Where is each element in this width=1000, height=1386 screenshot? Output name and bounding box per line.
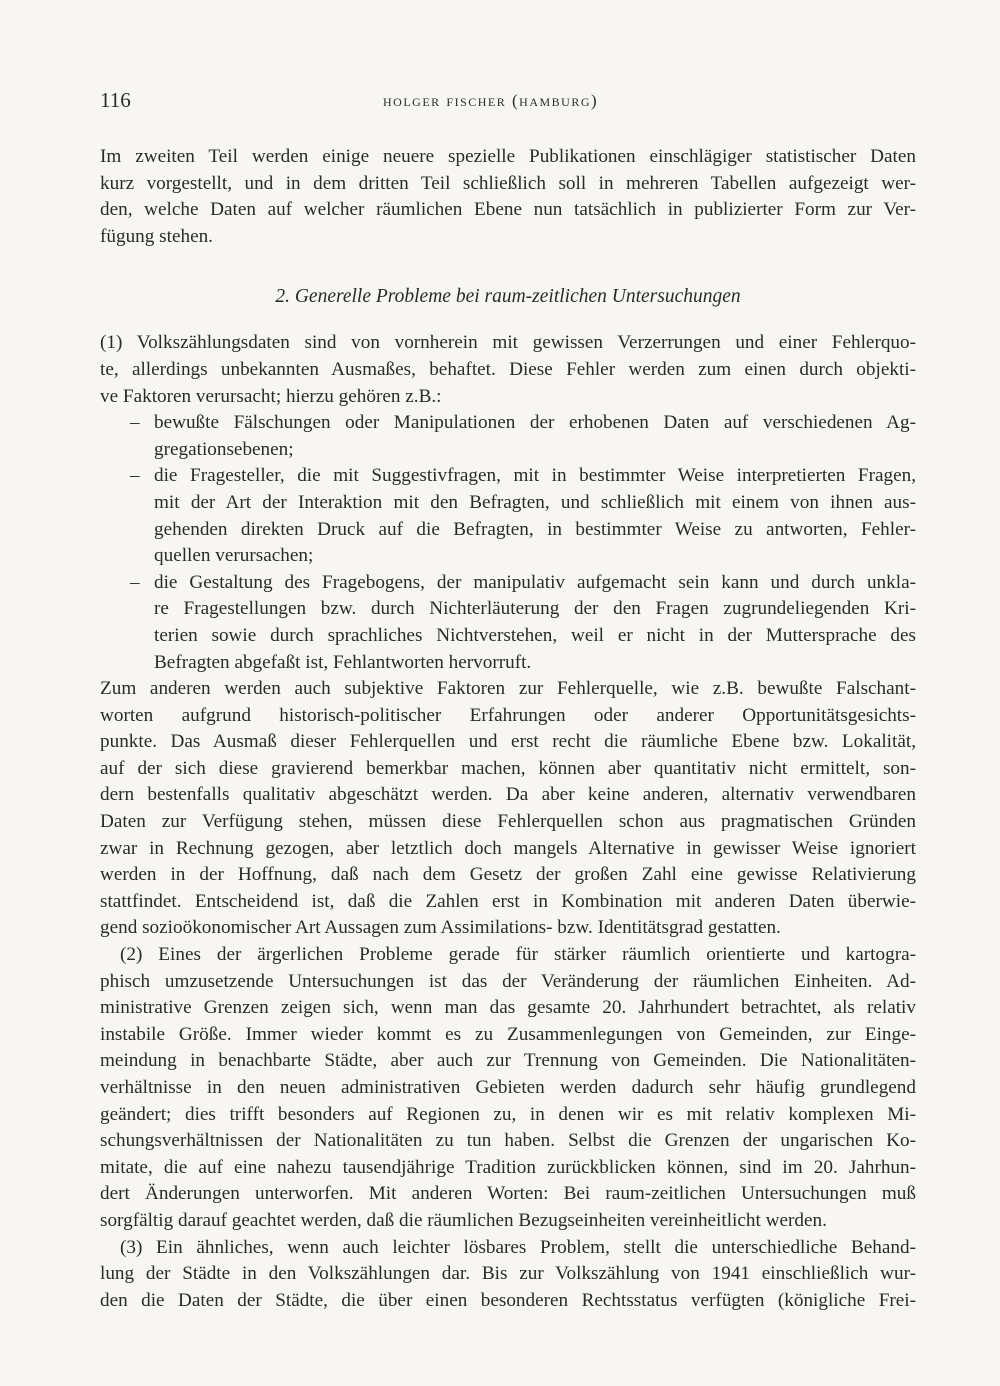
text-line: dert Änderungen unterworfen. Mit anderen Worten: Bei raum-zeitlichen Untersuchungen muß bbox=[100, 1183, 916, 1205]
text-line: gend sozioökonomischer Art Aussagen zum Assimilations- bzw. Identitätsgrad gestatten. bbox=[100, 917, 781, 939]
page-number: 116 bbox=[100, 88, 131, 112]
bullet-item bbox=[100, 570, 916, 676]
text-line: ministrative Grenzen zeigen sich, wenn man das gesamte 20. Jahrhundert betrachtet, als relativ bbox=[100, 997, 916, 1019]
text-line: geändert; dies trifft besonders auf Regionen zu, in denen wir es mit relativ komplexen Mi- bbox=[100, 1103, 916, 1125]
text-line: schungsverhältnissen der Nationalitäten zu tun haben. Selbst die Grenzen der ungarischen Ko- bbox=[100, 1130, 916, 1152]
text-line: den, welche Daten auf welcher räumlichen Ebene nun tatsächlich in publizierter Form zur Ver- bbox=[100, 199, 916, 221]
section-heading: 2. Generelle Probleme bei raum-zeitlichen Untersuchungen bbox=[275, 286, 741, 308]
text-line: Zum anderen werden auch subjektive Faktoren zur Fehlerquelle, wie z.B. bewußte Falschant- bbox=[100, 678, 916, 700]
paragraph-3 bbox=[100, 1235, 916, 1315]
text-line: (1) Volkszählungsdaten sind von vornherein mit gewissen Verzerrungen und einer Fehlerquo- bbox=[100, 332, 916, 354]
text-line: Im zweiten Teil werden einige neuere spezielle Publikationen einschlägiger statistischer Daten bbox=[100, 146, 916, 167]
paragraph-subjective bbox=[100, 676, 916, 942]
paragraph-intro bbox=[100, 144, 916, 250]
text-line: den die Daten der Städte, die über einen besonderen Rechtsstatus verfügten (königliche Frei- bbox=[100, 1289, 916, 1311]
running-title: holger fischer (hamburg) bbox=[383, 91, 599, 110]
text-line: quellen verursachen; bbox=[154, 545, 314, 567]
text-line: meindung in benachbarte Städte, aber auch zur Trennung von Gemeinden. Die Nationalitäten- bbox=[100, 1050, 916, 1072]
text-line: Befragten abgefaßt ist, Fehlantworten hervorruft. bbox=[154, 651, 532, 673]
text-line: gehenden direkten Druck auf die Befragten, in bestimmter Weise zu antworten, Fehler- bbox=[154, 518, 916, 540]
text-line: fügung stehen. bbox=[100, 225, 213, 247]
dash-marker: – bbox=[130, 412, 140, 434]
text-line: stattfindet. Entscheidend ist, daß die Zahlen erst in Kombination mit anderen Daten überwie- bbox=[100, 890, 916, 912]
text-line: gregationsebenen; bbox=[154, 438, 294, 460]
text-line: bewußte Fälschungen oder Manipulationen der erhobenen Daten auf verschiedenen Ag- bbox=[154, 412, 916, 434]
dash-marker: – bbox=[130, 571, 140, 593]
bullet-item bbox=[100, 463, 916, 569]
text-line: auf der sich diese gravierend bemerkbar machen, können aber quantitativ nicht ermittelt, son- bbox=[100, 757, 916, 779]
text-line: kurz vorgestellt, und in dem dritten Teil schließlich soll in mehreren Tabellen aufgezeigt wer- bbox=[100, 172, 916, 194]
bullet-item bbox=[100, 410, 916, 463]
paragraph-2 bbox=[100, 942, 916, 1235]
text-line: mit der Art der Interaktion mit den Befragten, und schließlich mit einem von ihnen aus- bbox=[154, 491, 916, 513]
text-line: mitate, die auf eine nahezu tausendjährige Tradition zurückblicken können, sind im 20. Jahrhun- bbox=[100, 1156, 916, 1178]
text-line: werden in der Hoffnung, daß nach dem Gesetz der großen Zahl eine gewisse Relativierung bbox=[100, 864, 916, 886]
paragraph-1 bbox=[100, 330, 916, 410]
text-line: lung der Städte in den Volkszählungen dar. Bis zur Volkszählung von 1941 einschließlich wur- bbox=[100, 1263, 916, 1285]
text-line: punkte. Das Ausmaß dieser Fehlerquellen und erst recht die räumliche Ebene bzw. Lokalität, bbox=[100, 731, 916, 753]
text-line: terien sowie durch sprachliches Nichtverstehen, weil er nicht in der Muttersprache des bbox=[154, 624, 916, 646]
text-line: zwar in Rechnung gezogen, aber letztlich doch mangels Alternative in gewisser Weise ignoriert bbox=[100, 837, 916, 859]
text-line: die Gestaltung des Fragebogens, der manipulativ aufgemacht sein kann und durch unkla- bbox=[154, 571, 916, 593]
text-line: phisch umzusetzende Untersuchungen ist das der Veränderung der räumlichen Einheiten. Ad- bbox=[100, 970, 916, 992]
text-line: (2) Eines der ärgerlichen Probleme gerade für stärker räumlich orientierte und kartogra- bbox=[120, 944, 916, 966]
text-line: verhältnisse in den neuen administrativen Gebieten werden dadurch sehr häufig grundlegend bbox=[100, 1077, 916, 1098]
text-line: worten aufgrund historisch-politischer Erfahrungen oder anderer Opportunitätsgesichts- bbox=[100, 704, 916, 726]
text-line: re Fragestellungen bzw. durch Nichterläuterung der den Fragen zugrundeliegenden Kri- bbox=[154, 598, 916, 620]
text-line: instabile Größe. Immer wieder kommt es zu Zusammenlegungen von Gemeinden, zur Einge- bbox=[100, 1023, 916, 1045]
text-line: die Fragesteller, die mit Suggestivfragen, mit in bestimmter Weise interpretierten Fragen, bbox=[154, 465, 916, 487]
text-line: te, allerdings unbekannten Ausmaßes, behaftet. Diese Fehler werden zum einen durch objekti- bbox=[100, 358, 916, 380]
text-line: sorgfältig darauf geachtet werden, daß die räumlichen Bezugseinheiten vereinheitlicht werden. bbox=[100, 1209, 827, 1231]
text-line: dern bestenfalls qualitativ abgeschätzt werden. Da aber keine anderen, alternativ verwendbaren bbox=[100, 784, 916, 806]
text-line: ve Faktoren verursacht; hierzu gehören z.B.: bbox=[100, 385, 442, 407]
text-line: (3) Ein ähnliches, wenn auch leichter lösbares Problem, stellt die unterschiedliche Behand- bbox=[120, 1236, 916, 1258]
body-text bbox=[100, 144, 916, 1314]
text-line: Daten zur Verfügung stehen, müssen diese Fehlerquellen schon aus pragmatischen Gründen bbox=[100, 811, 916, 833]
dash-marker: – bbox=[130, 465, 140, 487]
running-head bbox=[100, 88, 920, 118]
